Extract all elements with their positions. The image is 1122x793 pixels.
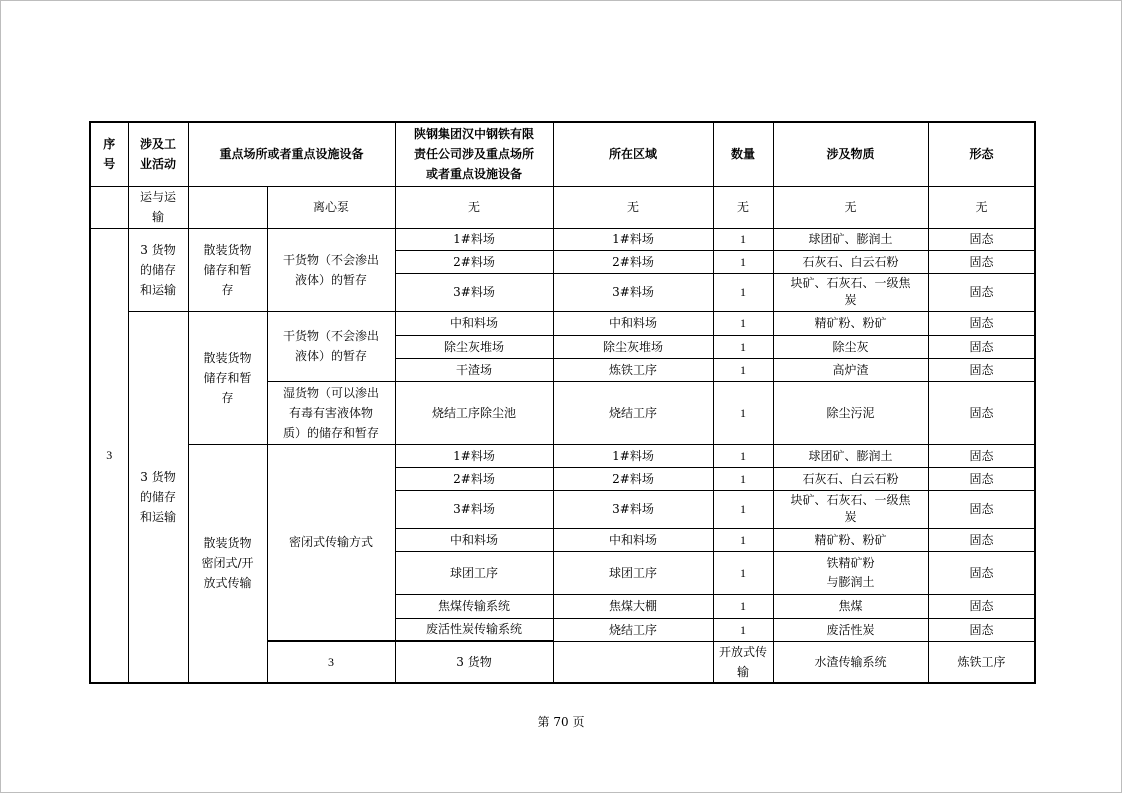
cell-area: 无 — [553, 186, 713, 228]
cell-area: 1#料场 — [553, 444, 713, 467]
cell-qty: 1 — [713, 228, 773, 250]
cell-area: 烧结工序 — [553, 618, 713, 641]
cell-company: 焦煤传输系统 — [395, 594, 553, 618]
cell-substance: 精矿粉、粉矿 — [773, 528, 928, 551]
cell-state: 固态 — [928, 228, 1035, 250]
cell-company: 中和料场 — [395, 311, 553, 335]
cell-state: 固态 — [928, 335, 1035, 358]
cell-company: 干渣场 — [395, 358, 553, 381]
cell-state: 固态 — [928, 381, 1035, 444]
cell-state: 固态 — [928, 490, 1035, 528]
cell-category: 散装货物 密闭式/开 放式传输 — [188, 444, 267, 683]
cell-qty: 1 — [713, 335, 773, 358]
cell-category — [553, 641, 713, 683]
cell-qty: 1 — [713, 444, 773, 467]
table-header-row — [90, 122, 1035, 186]
cell-company: 3#料场 — [395, 490, 553, 528]
cell-qty: 1 — [713, 311, 773, 335]
header-facility: 重点场所或者重点设施设备 — [188, 122, 395, 186]
cell-substance: 精矿粉、粉矿 — [773, 311, 928, 335]
cell-qty: 1 — [713, 381, 773, 444]
cell-seq: 3 — [267, 641, 395, 683]
cell-state: 固态 — [928, 311, 1035, 335]
cell-substance: 焦煤 — [773, 594, 928, 618]
cell-substance: 废活性炭 — [773, 618, 928, 641]
cell-state: 固态 — [928, 551, 1035, 594]
cell-activity: 运与运 输 — [128, 186, 188, 228]
cell-area: 焦煤大棚 — [553, 594, 713, 618]
cell-company: 废活性炭传输系统 — [395, 618, 553, 641]
facility-table — [89, 121, 1036, 684]
cell-qty: 1 — [713, 528, 773, 551]
cell-area: 2#料场 — [553, 250, 713, 273]
cell-subcategory: 密闭式传输方式 — [267, 444, 395, 641]
cell-substance: 块矿、石灰石、一级焦 炭 — [773, 273, 928, 311]
cell-facility: 开放式传输 — [713, 641, 773, 683]
cell-company: 水渣传输系统 — [773, 641, 928, 683]
header-area: 所在区域 — [553, 122, 713, 186]
cell-activity: 3 货物 — [395, 641, 553, 683]
cell-state: 固态 — [928, 444, 1035, 467]
cell-qty: 1 — [713, 490, 773, 528]
cell-area: 球团工序 — [553, 551, 713, 594]
cell-company: 中和料场 — [395, 528, 553, 551]
header-seq: 序 号 — [90, 122, 128, 186]
cell-company: 烧结工序除尘池 — [395, 381, 553, 444]
cell-activity: 3 货物 的储存 和运输 — [128, 228, 188, 311]
cell-state: 固态 — [928, 594, 1035, 618]
table-row — [90, 228, 1035, 250]
cell-state: 固态 — [928, 250, 1035, 273]
cell-substance: 无 — [773, 186, 928, 228]
cell-state: 固态 — [928, 467, 1035, 490]
cell-substance: 除尘灰 — [773, 335, 928, 358]
cell-activity: 3 货物 的储存 和运输 — [128, 311, 188, 683]
cell-substance: 球团矿、膨润土 — [773, 444, 928, 467]
cell-qty: 1 — [713, 358, 773, 381]
cell-subcategory: 湿货物（可以渗出 有毒有害液体物 质）的储存和暂存 — [267, 381, 395, 444]
cell-qty: 1 — [713, 273, 773, 311]
cell-company: 无 — [395, 186, 553, 228]
header-substance: 涉及物质 — [773, 122, 928, 186]
cell-area: 中和料场 — [553, 311, 713, 335]
header-state: 形态 — [928, 122, 1035, 186]
cell-state: 固态 — [928, 358, 1035, 381]
cell-seq — [90, 186, 128, 228]
cell-area: 除尘灰堆场 — [553, 335, 713, 358]
cell-qty: 1 — [713, 551, 773, 594]
cell-company: 除尘灰堆场 — [395, 335, 553, 358]
table-row-pump — [90, 186, 1035, 228]
cell-area: 3#料场 — [553, 490, 713, 528]
cell-qty: 1 — [713, 250, 773, 273]
cell-category: 散装货物 储存和暂 存 — [188, 228, 267, 311]
cell-category — [188, 186, 267, 228]
cell-area: 3#料场 — [553, 273, 713, 311]
cell-state: 固态 — [928, 528, 1035, 551]
cell-substance: 除尘污泥 — [773, 381, 928, 444]
cell-area: 1#料场 — [553, 228, 713, 250]
cell-substance: 石灰石、白云石粉 — [773, 250, 928, 273]
cell-category: 散装货物 储存和暂 存 — [188, 311, 267, 444]
cell-area: 烧结工序 — [553, 381, 713, 444]
cell-qty: 1 — [713, 618, 773, 641]
cell-area: 中和料场 — [553, 528, 713, 551]
cell-state: 固态 — [928, 618, 1035, 641]
table-row — [90, 444, 1035, 467]
cell-area: 炼铁工序 — [553, 358, 713, 381]
cell-area: 2#料场 — [553, 467, 713, 490]
cell-subcategory: 干货物（不会渗出 液体）的暂存 — [267, 228, 395, 311]
cell-subcategory: 干货物（不会渗出 液体）的暂存 — [267, 311, 395, 381]
cell-substance: 块矿、石灰石、一级焦 炭 — [773, 490, 928, 528]
cell-company: 2#料场 — [395, 467, 553, 490]
cell-qty: 1 — [713, 467, 773, 490]
cell-qty: 无 — [713, 186, 773, 228]
header-company: 陕钢集团汉中钢铁有限 责任公司涉及重点场所 或者重点设施设备 — [395, 122, 553, 186]
cell-company: 2#料场 — [395, 250, 553, 273]
cell-substance: 铁精矿粉 与膨润土 — [773, 551, 928, 594]
cell-company: 球团工序 — [395, 551, 553, 594]
cell-state: 无 — [928, 186, 1035, 228]
cell-substance: 石灰石、白云石粉 — [773, 467, 928, 490]
table-row — [90, 311, 1035, 335]
cell-area: 炼铁工序 — [928, 641, 1035, 683]
cell-company: 3#料场 — [395, 273, 553, 311]
cell-company: 1#料场 — [395, 228, 553, 250]
cell-company: 1#料场 — [395, 444, 553, 467]
cell-facility: 离心泵 — [267, 186, 395, 228]
cell-substance: 高炉渣 — [773, 358, 928, 381]
header-qty: 数量 — [713, 122, 773, 186]
header-activity: 涉及工 业活动 — [128, 122, 188, 186]
cell-state: 固态 — [928, 273, 1035, 311]
cell-seq-merged: 3 — [90, 228, 128, 683]
page-number: 第 70 页 — [537, 715, 585, 729]
cell-qty: 1 — [713, 594, 773, 618]
cell-substance: 球团矿、膨润土 — [773, 228, 928, 250]
